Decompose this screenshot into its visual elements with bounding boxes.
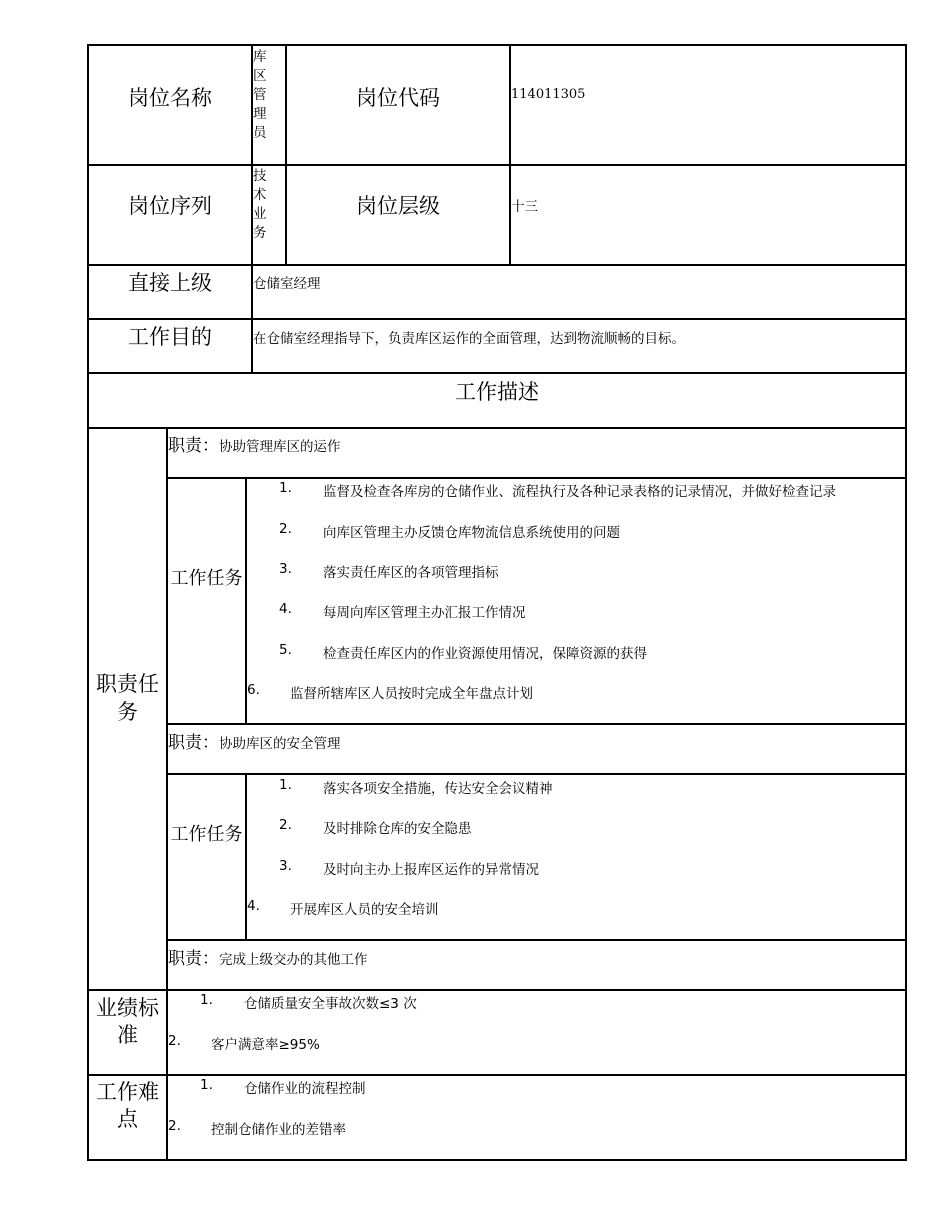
duty-prefix: 职责： (168, 949, 219, 969)
task-item: 3. (279, 561, 292, 577)
task-item: 4. (279, 601, 292, 617)
task-item: 4. (247, 898, 260, 914)
position-level-label: 岗位层级 (356, 194, 440, 218)
task-item-text: 检查责任库区内的作业资源使用情况，保障资源的获得 (323, 646, 647, 662)
task-item-text: 落实责任库区的各项管理指标 (323, 565, 499, 581)
position-name-value: 库区管理员 (253, 49, 267, 141)
superior-value: 仓储室经理 (253, 276, 321, 292)
task-item: 5. (279, 642, 292, 658)
task-item: 2. (279, 817, 292, 833)
duty-title: 协助管理库区的运作 (219, 439, 341, 455)
difficulty-item: 2. (168, 1118, 181, 1134)
duties-label: 职责任务 (96, 672, 159, 724)
performance-label: 业绩标准 (96, 996, 159, 1047)
duty-title: 完成上级交办的其他工作 (219, 952, 368, 968)
position-series-label: 岗位序列 (128, 194, 212, 218)
description-title: 工作描述 (455, 380, 539, 404)
difficulty-item-text: 控制仓储作业的差错率 (211, 1122, 346, 1138)
purpose-value: 在仓储室经理指导下，负责库区运作的全面管理，达到物流顺畅的目标。 (253, 331, 685, 347)
performance-item-text: 仓储质量安全事故次数≤3 次 (244, 996, 417, 1012)
task-label: 工作任务 (170, 824, 243, 845)
task-item-text: 向库区管理主办反馈仓库物流信息系统使用的问题 (323, 525, 620, 541)
duty-header (168, 944, 368, 969)
task-item-text: 落实各项安全措施，传达安全会议精神 (323, 781, 553, 797)
task-item-text: 每周向库区管理主办汇报工作情况 (323, 605, 526, 621)
position-series-value: 技术业务 (253, 168, 267, 241)
task-item: 2. (279, 521, 292, 537)
task-item-text: 监督所辖库区人员按时完成全年盘点计划 (290, 686, 533, 702)
task-item-text: 及时向主办上报库区运作的异常情况 (323, 862, 539, 878)
task-item-text: 监督及检查各库房的仓储作业、流程执行及各种记录表格的记录情况，并做好检查记录 (323, 484, 836, 500)
task-item-text: 及时排除仓库的安全隐患 (323, 821, 472, 837)
duty-header (168, 431, 341, 456)
task-item: 3. (279, 858, 292, 874)
position-name-label: 岗位名称 (128, 86, 212, 110)
duty-prefix: 职责： (168, 436, 219, 456)
purpose-label: 工作目的 (128, 325, 212, 349)
task-item: 1. (279, 480, 292, 496)
duty-header (168, 728, 341, 753)
task-label: 工作任务 (170, 568, 243, 589)
difficulty-item-text: 仓储作业的流程控制 (244, 1081, 366, 1097)
performance-item-text: 客户满意率≥95% (211, 1037, 320, 1053)
task-item-text: 开展库区人员的安全培训 (290, 902, 439, 918)
duty-title: 协助库区的安全管理 (219, 736, 341, 752)
difficulty-item: 1. (200, 1077, 213, 1093)
task-item: 1. (279, 777, 292, 793)
task-item: 6. (247, 682, 260, 698)
position-level-value: 十三 (511, 199, 538, 215)
position-code-value: 114011305 (511, 87, 586, 102)
performance-item: 2. (168, 1033, 181, 1049)
position-code-label: 岗位代码 (356, 86, 440, 110)
performance-item: 1. (200, 992, 213, 1008)
superior-label: 直接上级 (128, 271, 212, 295)
difficulty-label: 工作难点 (96, 1080, 159, 1131)
duty-prefix: 职责： (168, 733, 219, 753)
